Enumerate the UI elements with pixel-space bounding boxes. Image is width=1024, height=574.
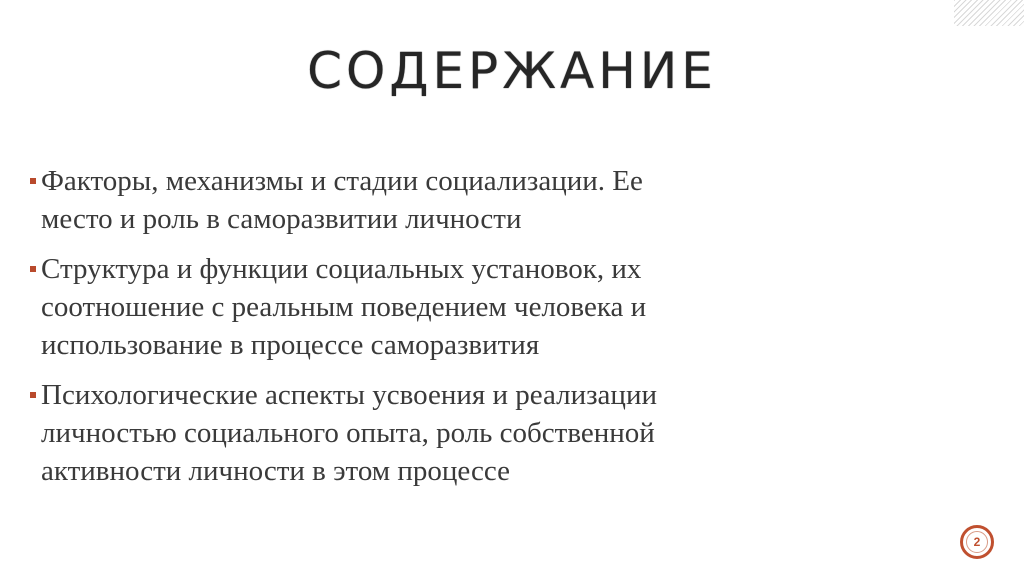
bullet-square-icon: [30, 266, 36, 272]
slide-title: СОДЕРЖАНИЕ: [307, 42, 717, 100]
bullet-line: активности личности в этом процессе: [41, 455, 510, 487]
bullet-square-icon: [30, 178, 36, 184]
bullet-line: Психологические аспекты усвоения и реализации: [41, 379, 657, 411]
bullet-item-2: [30, 250, 850, 364]
bullet-line: место и роль в саморазвитии личности: [41, 203, 522, 235]
bullet-item-3: [30, 376, 850, 490]
bullet-line: использование в процессе саморазвития: [41, 329, 540, 361]
bullet-text: [41, 162, 643, 238]
bullet-line: Факторы, механизмы и стадии социализации. Ее: [41, 165, 643, 197]
page-number: 2: [973, 535, 981, 549]
bullet-text: [41, 376, 657, 490]
bullet-line: соотношение с реальным поведением человека и: [41, 291, 647, 323]
page-number-badge: [960, 525, 994, 559]
bullet-text: [41, 250, 646, 364]
bullet-list: [30, 162, 850, 502]
bullet-item-1: [30, 162, 850, 238]
corner-decoration: [954, 0, 1024, 26]
bullet-square-icon: [30, 392, 36, 398]
bullet-line: личностью социального опыта, роль собственной: [41, 417, 655, 449]
bullet-line: Структура и функции социальных установок, их: [41, 253, 642, 285]
